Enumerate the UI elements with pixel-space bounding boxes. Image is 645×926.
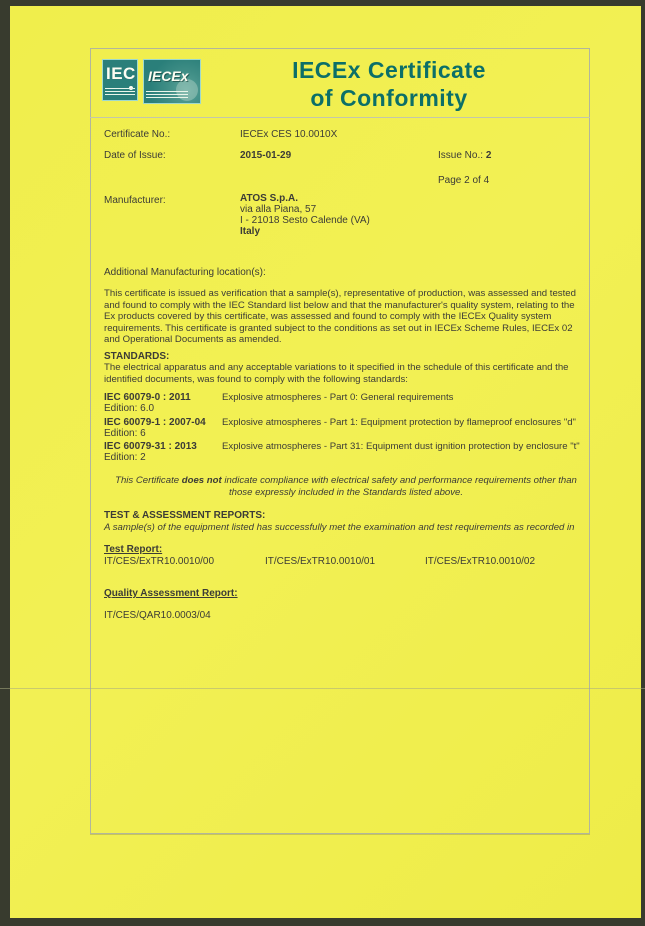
- standard-code: IEC 60079-0 : 2011: [104, 392, 191, 403]
- standard-code: IEC 60079-31 : 2013: [104, 441, 197, 452]
- standard-code: IEC 60079-1 : 2007-04: [104, 417, 206, 428]
- disclaimer-emphasis: does not: [181, 475, 222, 486]
- certificate-no-value: IECEx CES 10.0010X: [240, 129, 338, 140]
- manufacturer-address: [240, 193, 370, 237]
- standard-edition: Edition: 6: [104, 428, 146, 439]
- verification-paragraph: This certificate is issued as verification that a sample(s), representative of production, was assessed and tested and found to comply with the IEC Standard list below and that the manufacturer's quality system, relating to the Ex products covered by this certificate, was assessed and found to comply with the IECEx Quality system requirements. This certificate is granted subject to the conditions as set out in IECEx Scheme Rules, IECEx 02 and Operational Documents as amended.: [104, 288, 576, 346]
- manufacturer-country: Italy: [240, 226, 261, 237]
- additional-locations-label: Additional Manufacturing location(s):: [104, 267, 266, 278]
- standard-description: Explosive atmospheres - Part 1: Equipment protection by flameproof enclosures "d": [222, 417, 576, 428]
- iec-logo-text: IEC: [106, 64, 136, 83]
- test-report-number: IT/CES/ExTR10.0010/01: [265, 556, 376, 567]
- test-report-number: IT/CES/ExTR10.0010/02: [425, 556, 536, 567]
- manufacturer-street: via alla Piana, 57: [240, 204, 317, 215]
- standards-heading: STANDARDS:: [104, 351, 170, 362]
- manufacturer-city: I - 21018 Sesto Calende (VA): [240, 215, 370, 226]
- scan-artifact-line: [0, 688, 645, 689]
- standards-intro: The electrical apparatus and any acceptable variations to it specified in the schedule of this certificate and the identified documents, was found to comply with the following standards:: [104, 362, 569, 385]
- issue-no-label: Issue No.:: [438, 150, 484, 161]
- page-title: [190, 56, 588, 112]
- iecex-logo-stripes-icon: [146, 91, 188, 100]
- quality-assessment-report-label: Quality Assessment Report:: [104, 588, 238, 599]
- iec-logo-stripes-icon: [105, 88, 135, 97]
- iec-logo: [102, 59, 138, 101]
- test-report-number: IT/CES/ExTR10.0010/00: [104, 556, 215, 567]
- disclaimer-note: [104, 475, 588, 498]
- standard-description: Explosive atmospheres - Part 31: Equipment dust ignition protection by enclosure "t": [222, 441, 580, 452]
- manufacturer-name: ATOS S.p.A.: [240, 193, 298, 204]
- issue-no-value: 2: [485, 150, 492, 161]
- quality-assessment-report-number: IT/CES/QAR10.0003/04: [104, 610, 211, 621]
- standard-edition: Edition: 2: [104, 452, 146, 463]
- title-line-1: IECEx Certificate: [292, 57, 486, 83]
- manufacturer-label: Manufacturer:: [104, 195, 166, 206]
- reports-intro: A sample(s) of the equipment listed has successfully met the examination and test requirements as recorded in: [104, 522, 575, 533]
- standard-edition: Edition: 6.0: [104, 403, 155, 414]
- scanned-certificate-page: [10, 6, 641, 918]
- disclaimer-pre: This Certificate: [115, 475, 182, 486]
- issue-no: [438, 150, 491, 161]
- date-of-issue-label: Date of Issue:: [104, 150, 166, 161]
- date-of-issue-value: 2015-01-29: [240, 150, 292, 161]
- reports-heading: TEST & ASSESSMENT REPORTS:: [104, 510, 266, 521]
- header-divider: [90, 117, 590, 118]
- disclaimer-post: indicate compliance with electrical safety and performance requirements other than those expressly included in the Standards listed above.: [221, 475, 577, 498]
- page-indicator: Page 2 of 4: [438, 175, 490, 186]
- title-line-2: of Conformity: [310, 85, 468, 111]
- certificate-no-label: Certificate No.:: [104, 129, 171, 140]
- test-report-label: Test Report:: [104, 544, 163, 555]
- iecex-logo-text: IECEx: [148, 68, 189, 84]
- standard-description: Explosive atmospheres - Part 0: General requirements: [222, 392, 454, 403]
